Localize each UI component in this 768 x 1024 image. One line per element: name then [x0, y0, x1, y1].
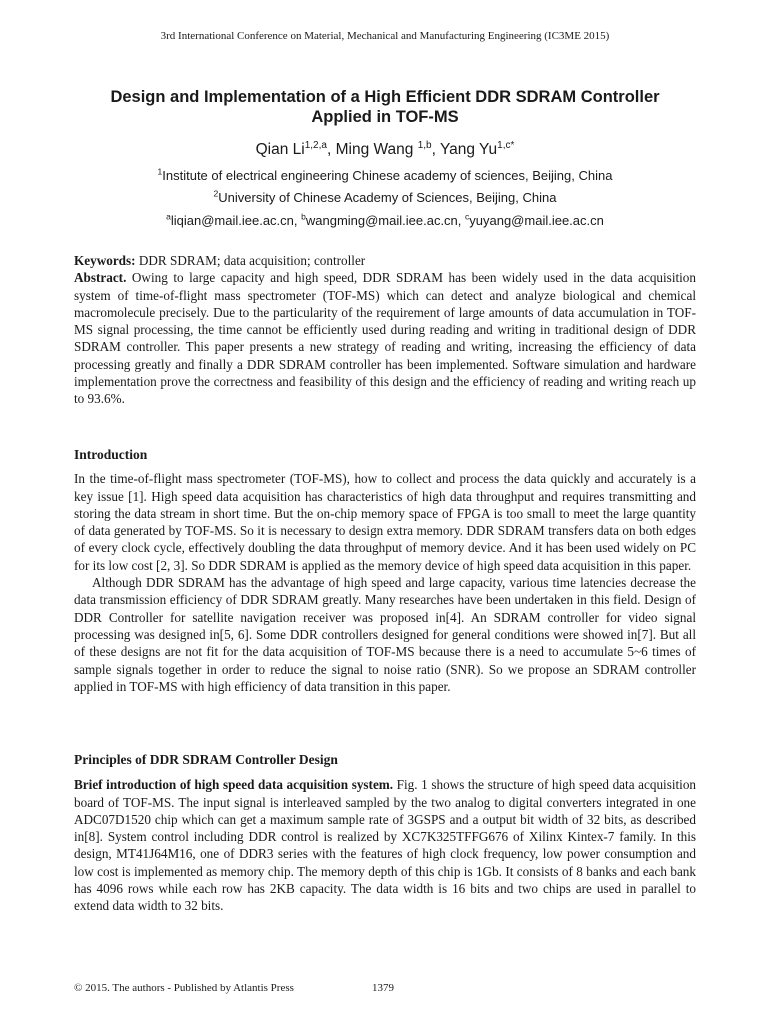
paragraph: Brief introduction of high speed data acquisition system. Fig. 1 shows the structure of high speed data acquisition board of TOF-MS. The input signal is interleaved sampled by the two analog to digital converters integrated in one ADC07D1520 chip which can get a maximum sample rate of 3GSPS and a output bit width of 32 bits, as described in[8]. System control including DDR control is realized by XC7K325TFFG676 of Xilinx Kintex-7 family. In this design, MT41J64M16, one of DDR3 series with the features of high clock frequency, low power consumption and low cost is implemented as memory chip. The memory depth of this chip is 1Gb. It consists of 8 banks and each bank has 4096 rows while each row has 2KB capacity. The data width is 16 bits and two chips are used in parallel to extend data width to 32 bits. — [74, 777, 697, 914]
paper-title — [74, 87, 696, 127]
author-sup: 1,c* — [497, 139, 515, 151]
section-introduction — [74, 446, 696, 695]
paragraph: Although DDR SDRAM has the advantage of high speed and large capacity, various time latencies decrease the data transmission efficiency of DDR SDRAM greatly. Many researches have been undertaken in this field. Design of DDR Controller for satellite navigation receiver was proposed in[4]. An SDRAM controller for video signal processing was designed in[5, 6]. Some DDR controllers designed for general conditions were showed in[7]. But all of these designs are not fit for the data acquisition of TOF-MS because there is a need to accumulate 5~6 times of sample signals together in order to reduce the signal to noise ratio (SNR). So we propose an SDRAM controller applied in TOF-MS with high efficiency of data transition in this paper. — [74, 575, 696, 694]
page-number: 1379 — [372, 982, 394, 994]
email-link[interactable]: wangming@mail.iee.ac.cn, — [305, 213, 466, 228]
email-link[interactable]: liqian@mail.iee.ac.cn, — [170, 213, 302, 228]
section-heading: Principles of DDR SDRAM Controller Design — [74, 752, 338, 767]
keywords: Keywords: DDR SDRAM; data acquisition; controller — [74, 253, 366, 268]
section-heading: Introduction — [74, 447, 148, 462]
author-list: Qian Li$^{1,2,a}$, Ming Wang $^{1,b}$, Yang $Yu^{1,c*}$ — [255, 139, 515, 158]
affiliation-1: $^1$Institute of electrical engineering Chinese academy of sciences, Beijing, China — [157, 166, 613, 183]
keywords-abstract — [74, 252, 696, 408]
author-name: Qian Li — [255, 141, 305, 158]
abstract: Abstract. Owing to large capacity and high speed, DDR SDRAM has been widely used in the data acquisition system of time-of-flight mass spectrometer (TOF-MS) which can detect and analyze biological and chemical macromolecule precisely. Due to the particularity of the requirement of large amounts of data accumulation in TOF-MS signal processing, the time cannot be efficiently used during reading and writing in traditional design of DDR SDRAM controller. This paper presents a new strategy of reading and writing, increasing the efficiency of data processing greatly and finally a DDR SDRAM controller has been implemented. Software simulation and hardware implementation prove the correctness and feasibility of this design and the efficiency of reading and writing reach up to 93.6%. — [74, 270, 696, 407]
title-line-1: Design and Implementation of a High Efficient DDR SDRAM Controller — [110, 88, 660, 106]
author-sup: 1,2,a — [304, 139, 327, 151]
author-sup: 1,b — [417, 139, 432, 151]
section-principles — [74, 751, 696, 915]
page-footer — [74, 982, 696, 994]
paper-page — [74, 0, 696, 1024]
conference-header: 3rd International Conference on Material, Mechanical and Manufacturing Engineering (IC3ME 2015) — [160, 30, 610, 42]
author-emails: $^a$liqian@mail.iee.ac.cn, $^b$wangming@mail.iee.ac.cn, $^c$yuyang@mail.iee.ac.cn — [166, 211, 604, 228]
affiliation-2: $^2$University of Chinese Academy of Sciences, Beijing, China — [213, 188, 557, 205]
title-line-2: Applied in TOF-MS — [311, 108, 459, 126]
paragraph: In the time-of-flight mass spectrometer (TOF-MS), how to collect and process the data quickly and accurately is a key issue [1]. High speed data acquisition has characteristics of high data throughput and requires transmitting and storing the data stream in short time. But the on-chip memory space of FPGA is too small to meet the large quantity of data generated by TOF-MS. So it is necessary to design extra memory. DDR SDRAM transfers data on both edges of every clock cycle, effectively doubling the data throughput of memory device. And it has been used widely on PC for its low cost [2, 3]. So DDR SDRAM is applied as the memory device of high speed data acquisition in this paper. — [74, 471, 696, 573]
copyright-notice: © 2015. The authors - Published by Atlantis Press — [74, 982, 294, 994]
author-name: Ming Wang — [335, 141, 418, 158]
email-link[interactable]: yuyang@mail.iee.ac.cn — [469, 213, 604, 228]
author-name: Yang Yu — [439, 141, 498, 158]
